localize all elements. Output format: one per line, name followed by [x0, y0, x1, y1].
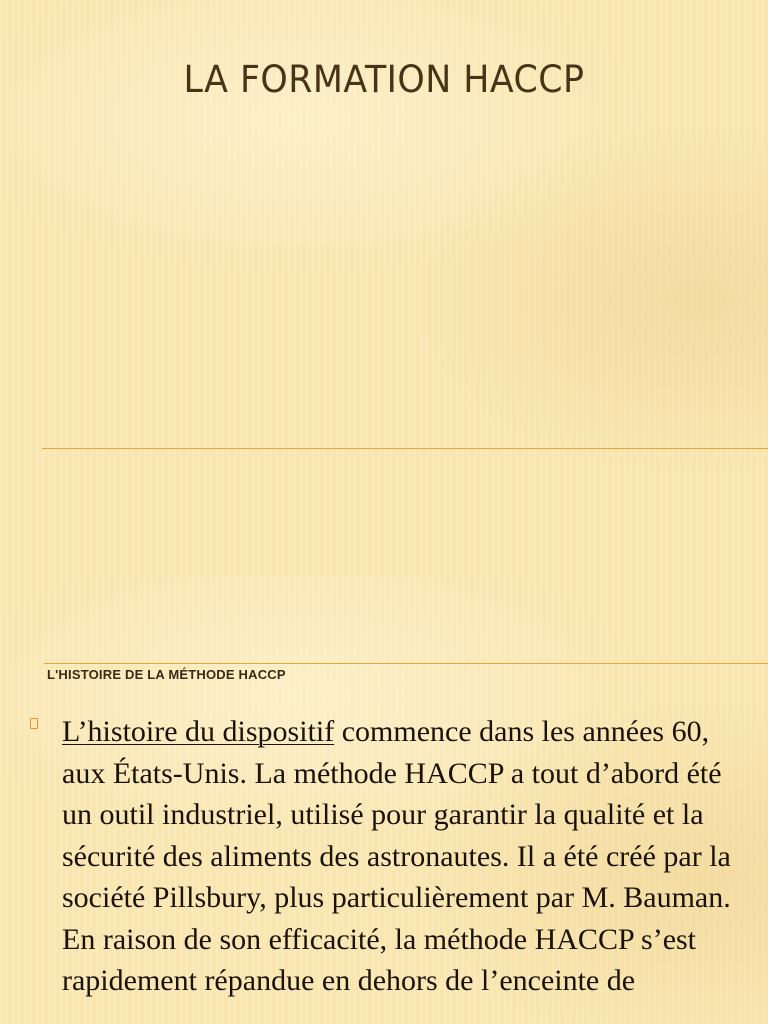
bullet-paragraph — [62, 711, 752, 1002]
heading-divider-line — [44, 663, 768, 664]
slide-title: LA FORMATION HACCP — [183, 58, 585, 101]
dispositif-link[interactable]: L’histoire du dispositif — [62, 715, 335, 748]
bullet-body-text: commence dans les années 60, aux États-Unis. La méthode HACCP a tout d’abord été un outil industriel, utilisé pour garantir la qualité et la sécurité des aliments des astronautes. Il a été créé par la société Pillsbury, plus particulièrement par M. Bauman. En raison de son efficacité, la méthode HACCP s’est rapidement répandue en dehors de l’enceinte de — [62, 715, 731, 997]
bullet-icon — [30, 718, 38, 729]
section-heading: L'HISTOIRE DE LA MÉTHODE HACCP — [47, 667, 286, 682]
content-slide — [0, 576, 768, 1024]
title-divider-line — [42, 448, 768, 449]
